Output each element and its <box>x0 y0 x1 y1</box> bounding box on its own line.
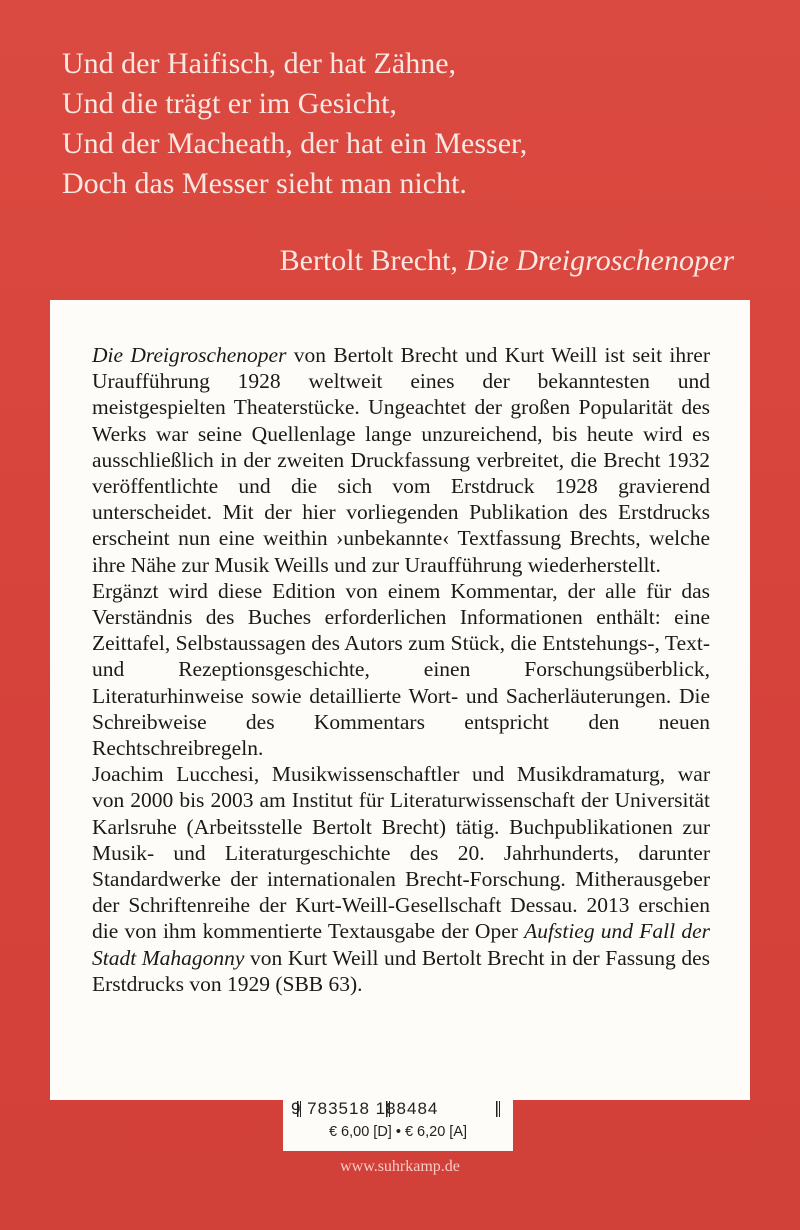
mahagonny-title: Aufstieg und Fall der Stadt Mahagonny <box>92 919 710 970</box>
poem-line: Und der Haifisch, der hat Zähne, <box>62 47 457 80</box>
barcode-panel <box>283 1097 513 1151</box>
attribution-author: Bertolt Brecht, <box>279 244 466 277</box>
blurb-paragraph-commentary: Ergänzt wird diese Edition von einem Kommentar, der alle für das Verständnis des Buches erforderlichen Informationen enthält: eine Zeittafel, Selbstaussagen des Autors zum Stück, die Entstehungs-, Text- und Rezeptionsgeschichte, einen Forschungsüberblick, Literaturhinweise sowie detaillierte Wort- und Sacherläuterungen. Die Schreibweise des Kommentars entspricht den neuen Rechtschreibregeln. <box>92 578 710 761</box>
bio-text-end: von Kurt Weill und Bertolt Brecht in der Fassung des Erstdrucks von 1929 (SBB 63). <box>92 945 710 996</box>
blurb-paragraph-editor-bio <box>92 761 710 997</box>
publisher-website: www.suhrkamp.de <box>340 1158 460 1175</box>
bio-text-start: Joachim Lucchesi, Musikwissenschaftler und Musikdramaturg, war von 2000 bis 2003 am Institut für Literaturwissenschaft der Universität Karlsruhe (Arbeitsstelle Bertolt Brecht) tätig. Buchpublikationen zur Musik- und Literaturgeschichte des 20. Jahrhunderts, darunter Standardwerke der internationalen Brecht-Forschung. Mitherausgeber der Schriftenreihe der Kurt-Weill-Gesellschaft Dessau. 2013 erschien die von ihm kommentierte Textausgabe der Oper <box>92 762 710 944</box>
blurb-panel <box>50 300 750 1100</box>
poem-line: Doch das Messer sieht man nicht. <box>62 167 467 200</box>
blurb-paragraph-intro <box>92 342 710 578</box>
price-label: € 6,00 [D] • € 6,20 [A] <box>328 1124 468 1140</box>
poem-attribution <box>280 244 734 278</box>
attribution-work-title: Die Dreigroschenoper <box>465 244 734 277</box>
isbn-digits: 9 783518 188484 <box>291 1099 439 1118</box>
poem-line: Und der Macheath, der hat ein Messer, <box>62 127 528 160</box>
poem-excerpt <box>62 44 527 204</box>
poem-line: Und die trägt er im Gesicht, <box>62 87 397 120</box>
work-title: Die Dreigroschenoper <box>92 343 287 367</box>
intro-text: von Bertolt Brecht und Kurt Weill ist seit ihrer Uraufführung 1928 weltweit eines der bekanntesten und meistgespielten Theaterstücke. Ungeachtet der großen Popularität des Werks war seine Quellenlage lange unzureichend, bis heute wird es ausschließlich in der zweiten Druckfassung verbreitet, die Brecht 1932 veröffentlichte und die sich vom Erstdruck 1928 gravierend unterscheidet. Mit der hier vorliegenden Publikation des Erstdrucks erscheint nun eine weithin ›unbekannte‹ Textfassung Brechts, welche ihre Nähe zur Musik Weills und zur Uraufführung wiederherstellt. <box>92 343 710 577</box>
